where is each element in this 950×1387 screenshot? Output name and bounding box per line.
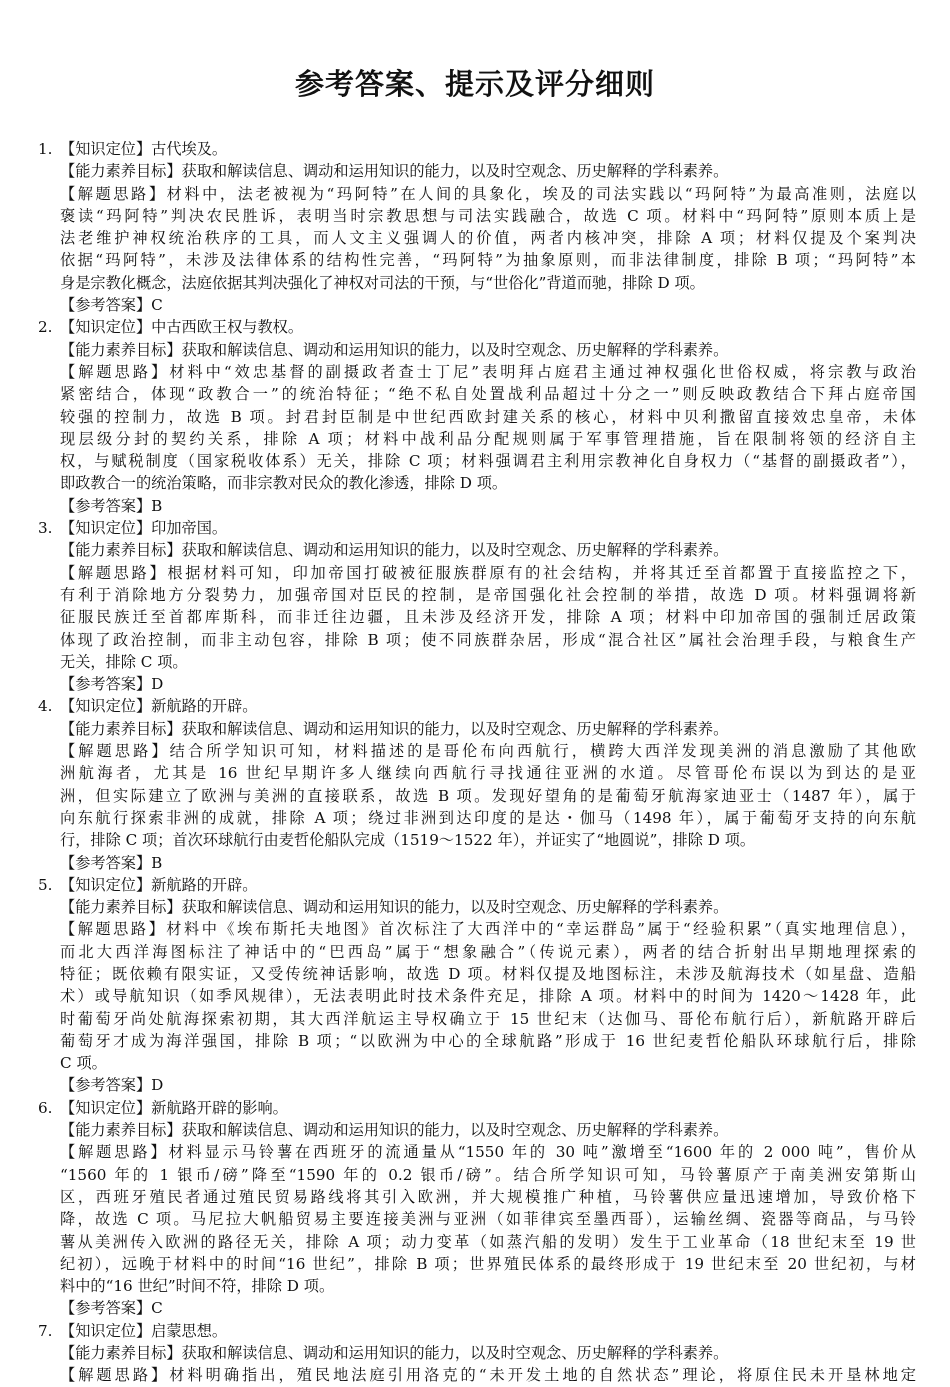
line-text: 【能力素养目标】获取和解读信息、调动和运用知识的能力，以及时空观念、历史解释的学科素养。 xyxy=(60,340,729,359)
question-line xyxy=(38,138,916,160)
line-text: 行，排除 C 项；首次环球航行由麦哲伦船队完成（1519～1522 年），并证实了“地圆说”，排除 D 项。 xyxy=(60,831,756,850)
answer-line xyxy=(38,852,916,874)
line-text: 特征；既依赖有限实证，又受传统神话影响，故选 D 项。材料仅提及地图标注，未涉及航海技术（如星盘、造船 xyxy=(60,964,916,983)
answer-line xyxy=(38,1074,916,1096)
line-text: 【知识定位】新航路的开辟。 xyxy=(60,875,258,894)
answer-line xyxy=(38,785,916,807)
line-text: 身是宗教化概念，法庭依据其判决强化了神权对司法的干预，与“世俗化”背道而驰，排除 D 项。 xyxy=(60,273,705,292)
answer-line xyxy=(38,249,916,271)
question-number: 7. xyxy=(38,1321,53,1340)
answer-line xyxy=(38,160,916,182)
line-text: 【解题思路】材料显示马铃薯在西班牙的流通量从“1550 年的 30 吨”激增至“1600 年的 2 000 吨”，售价从 xyxy=(60,1143,916,1162)
answer-line xyxy=(38,1208,916,1230)
line-text: 洲航海者，尤其是 16 世纪早期许多人继续向西航行寻找通往亚洲的水道。尽管哥伦布误以为到达的是亚 xyxy=(60,764,916,783)
line-text: “1560 年的 1 银币/磅”降至“1590 年的 0.2 银币/磅”。结合所学知识可知，马铃薯原产于南美洲安第斯山 xyxy=(60,1165,916,1184)
line-text: 【能力素养目标】获取和解读信息、调动和运用知识的能力，以及时空观念、历史解释的学科素养。 xyxy=(60,1344,729,1363)
question-number: 5. xyxy=(38,875,53,894)
line-text: 时葡萄牙尚处航海探索初期，其大西洋航运主导权确立于 15 世纪末（达伽马、哥伦布航行后），新航路开辟后 xyxy=(60,1009,916,1028)
answer-line xyxy=(38,205,916,227)
line-text: 【参考答案】D xyxy=(60,675,164,694)
line-text: 降，故选 C 项。马尼拉大帆船贸易主要连接美洲与亚洲（如菲律宾至墨西哥），运输丝绸、瓷器等商品，与马铃 xyxy=(60,1210,916,1229)
answer-line xyxy=(38,428,916,450)
line-text: 【知识定位】中古西欧王权与教权。 xyxy=(60,318,303,337)
answer-content xyxy=(38,138,916,1387)
line-text: 即政教合一的统治策略，而非宗教对民众的教化渗透，排除 D 项。 xyxy=(60,474,508,493)
answer-line xyxy=(38,1052,916,1074)
answer-line xyxy=(38,807,916,829)
line-text: 【解题思路】结合所学知识可知，材料描述的是哥伦布向西航行，横跨大西洋发现美洲的消息激励了其他欧 xyxy=(60,742,916,761)
line-text: 【知识定位】新航路开辟的影响。 xyxy=(60,1098,288,1117)
answer-line xyxy=(38,918,916,940)
page-title: 参考答案、提示及评分细则 xyxy=(294,67,655,101)
answer-line xyxy=(38,183,916,205)
answer-line xyxy=(38,941,916,963)
answer-line xyxy=(38,963,916,985)
question-number: 2. xyxy=(38,318,53,337)
line-text: 薯从美洲传入欧洲的路径无关，排除 A 项；动力变革（如蒸汽船的发明）发生于工业革命（18 世纪末至 19 世 xyxy=(60,1232,916,1251)
answer-line xyxy=(38,272,916,294)
line-text: 【能力素养目标】获取和解读信息、调动和运用知识的能力，以及时空观念、历史解释的学科素养。 xyxy=(60,541,729,560)
answer-line xyxy=(38,896,916,918)
answer-line xyxy=(38,740,916,762)
line-text: 依据“玛阿特”，未涉及法律体系的结构性完善，“玛阿特”为抽象原则，而非法律制度，排除 B 项；“玛阿特”本 xyxy=(60,251,916,270)
question-number: 1. xyxy=(38,140,53,158)
line-text: 【解题思路】材料明确指出，殖民地法庭引用洛克的“未开发土地的自然状态”理论，将原住民未开垦林地定 xyxy=(60,1366,916,1385)
answer-line xyxy=(38,361,916,383)
line-text: 【解题思路】根据材料可知，印加帝国打破被征服族群原有的社会结构，并将其迁至首都置于直接监控之下， xyxy=(60,563,916,582)
line-text: 【参考答案】B xyxy=(60,853,163,872)
line-text: 【能力素养目标】获取和解读信息、调动和运用知识的能力，以及时空观念、历史解释的学科素养。 xyxy=(60,898,729,917)
answer-line xyxy=(38,1342,916,1364)
question-line xyxy=(38,1320,916,1342)
line-text: 【解题思路】材料中《埃布斯托夫地图》首次标注了大西洋中的“幸运群岛”属于“经验积累”（真实地理信息）， xyxy=(60,920,916,939)
line-text: 向东航行探索非洲的成就，排除 A 项；绕过非洲到达印度的是达・伽马（1498 年），属于葡萄牙支持的向东航 xyxy=(60,808,916,827)
question-line xyxy=(38,695,916,717)
answer-line xyxy=(38,227,916,249)
question-line xyxy=(38,874,916,896)
answer-line xyxy=(38,606,916,628)
line-text: 料中的“16 世纪”时间不符，排除 D 项。 xyxy=(60,1277,335,1296)
line-text: 体现了政治控制，而非主动包容，排除 B 项；使不同族群杂居，形成“混合社区”属社会治理手段，与粮食生产 xyxy=(60,630,916,649)
line-text: C 项。 xyxy=(60,1054,107,1073)
answer-line xyxy=(38,651,916,673)
answer-line xyxy=(38,539,916,561)
line-text: 【解题思路】材料中，法老被视为“玛阿特”在人间的具象化，埃及的司法实践以“玛阿特”为最高准则，法庭以 xyxy=(60,184,916,203)
answer-line xyxy=(38,1186,916,1208)
answer-line xyxy=(38,1164,916,1186)
line-text: 权，与赋税制度（国家税收体系）无关，排除 C 项；材料强调君主利用宗教神化自身权力（“基督的副摄政者”）， xyxy=(60,452,916,471)
line-text: 区，西班牙殖民者通过殖民贸易路线将其引入欧洲，并大规模推广种植，马铃薯供应量迅速增加，导致价格下 xyxy=(60,1187,916,1206)
answer-line xyxy=(38,294,916,316)
line-text: 【解题思路】材料中“效忠基督的副摄政者查士丁尼”表明拜占庭君主通过神权强化世俗权威，将宗教与政治 xyxy=(60,362,916,381)
line-text: 【参考答案】C xyxy=(60,1299,163,1318)
answer-line xyxy=(38,584,916,606)
line-text: 而北大西洋海图标注了神话中的“巴西岛”属于“想象融合”（传说元素），两者的结合折射出早期地理探索的 xyxy=(60,942,916,961)
line-text: 【知识定位】新航路的开辟。 xyxy=(60,697,258,716)
answer-line xyxy=(38,1275,916,1297)
line-text: 【知识定位】古代埃及。 xyxy=(60,140,228,158)
answer-line xyxy=(38,562,916,584)
question-line xyxy=(38,517,916,539)
line-text: 紧密结合，体现“政教合一”的统治特征；“绝不私自处置战利品超过十分之一”则反映政教结合下拜占庭帝国 xyxy=(60,385,916,404)
line-text: 【参考答案】D xyxy=(60,1076,164,1095)
answer-line xyxy=(38,450,916,472)
line-text: 法老维护神权统治秩序的工具，而人文主义强调人的价值，两者内核冲突，排除 A 项；材料仅提及个案判决 xyxy=(60,229,916,248)
answer-line xyxy=(38,1030,916,1052)
answer-line xyxy=(38,829,916,851)
line-text: 术）或导航知识（如季风规律），无法表明此时技术条件充足，排除 A 项。材料中的时间为 1420～1428 年，此 xyxy=(60,987,916,1006)
answer-line xyxy=(38,339,916,361)
question-number: 4. xyxy=(38,697,53,716)
answer-line xyxy=(38,762,916,784)
answer-line xyxy=(38,383,916,405)
line-text: 【能力素养目标】获取和解读信息、调动和运用知识的能力，以及时空观念、历史解释的学科素养。 xyxy=(60,162,729,181)
line-text: 【能力素养目标】获取和解读信息、调动和运用知识的能力，以及时空观念、历史解释的学科素养。 xyxy=(60,719,729,738)
line-text: 【能力素养目标】获取和解读信息、调动和运用知识的能力，以及时空观念、历史解释的学科素养。 xyxy=(60,1121,729,1140)
answer-line xyxy=(38,1231,916,1253)
question-line xyxy=(38,316,916,338)
answer-line xyxy=(38,1141,916,1163)
answer-line xyxy=(38,673,916,695)
question-line xyxy=(38,1097,916,1119)
answer-line xyxy=(38,472,916,494)
line-text: 纪初），远晚于材料中的时间“16 世纪”，排除 B 项；世界殖民体系的最终形成于 19 世纪末至 20 世纪初，与材 xyxy=(60,1254,916,1273)
answer-line xyxy=(38,629,916,651)
line-text: 洲，但实际建立了欧洲与美洲的直接联系，故选 B 项。发现好望角的是葡萄牙航海家迪亚士（1487 年），属于 xyxy=(60,786,916,805)
line-text: 征服民族迁至首都库斯科，而非迁往边疆，且未涉及经济开发，排除 A 项；材料中印加帝国的强制迁居政策 xyxy=(60,608,916,627)
answer-line xyxy=(38,985,916,1007)
answer-line xyxy=(38,718,916,740)
answer-line xyxy=(38,1297,916,1319)
answer-line xyxy=(38,1119,916,1141)
question-number: 6. xyxy=(38,1098,53,1117)
answer-line xyxy=(38,406,916,428)
line-text: 葡萄牙才成为海洋强国，排除 B 项；“以欧洲为中心的全球航路”形成于 16 世纪麦哲伦船队环球航行后，排除 xyxy=(60,1031,916,1050)
line-text: 褒读“玛阿特”判决农民胜诉，表明当时宗教思想与司法实践融合，故选 C 项。材料中“玛阿特”原则本质上是 xyxy=(60,206,916,225)
line-text: 较强的控制力，故选 B 项。封君封臣制是中世纪西欧封建关系的核心，材料中贝利撒留直接效忠皇帝，未体 xyxy=(60,407,916,426)
line-text: 【知识定位】印加帝国。 xyxy=(60,519,228,538)
line-text: 无关，排除 C 项。 xyxy=(60,652,188,671)
line-text: 【参考答案】B xyxy=(60,496,163,515)
answer-line xyxy=(38,1008,916,1030)
line-text: 【参考答案】C xyxy=(60,296,163,315)
line-text: 有利于消除地方分裂势力，加强帝国对臣民的控制，是帝国强化社会控制的举措，故选 D 项。材料强调将新 xyxy=(60,585,916,604)
answer-line xyxy=(38,1364,916,1386)
line-text: 【知识定位】启蒙思想。 xyxy=(60,1321,228,1340)
question-number: 3. xyxy=(38,519,53,538)
answer-line xyxy=(38,1253,916,1275)
answer-line xyxy=(38,495,916,517)
line-text: 现层级分封的契约关系，排除 A 项；材料中战利品分配规则属于军事管理措施，旨在限制将领的经济自主 xyxy=(60,429,916,448)
